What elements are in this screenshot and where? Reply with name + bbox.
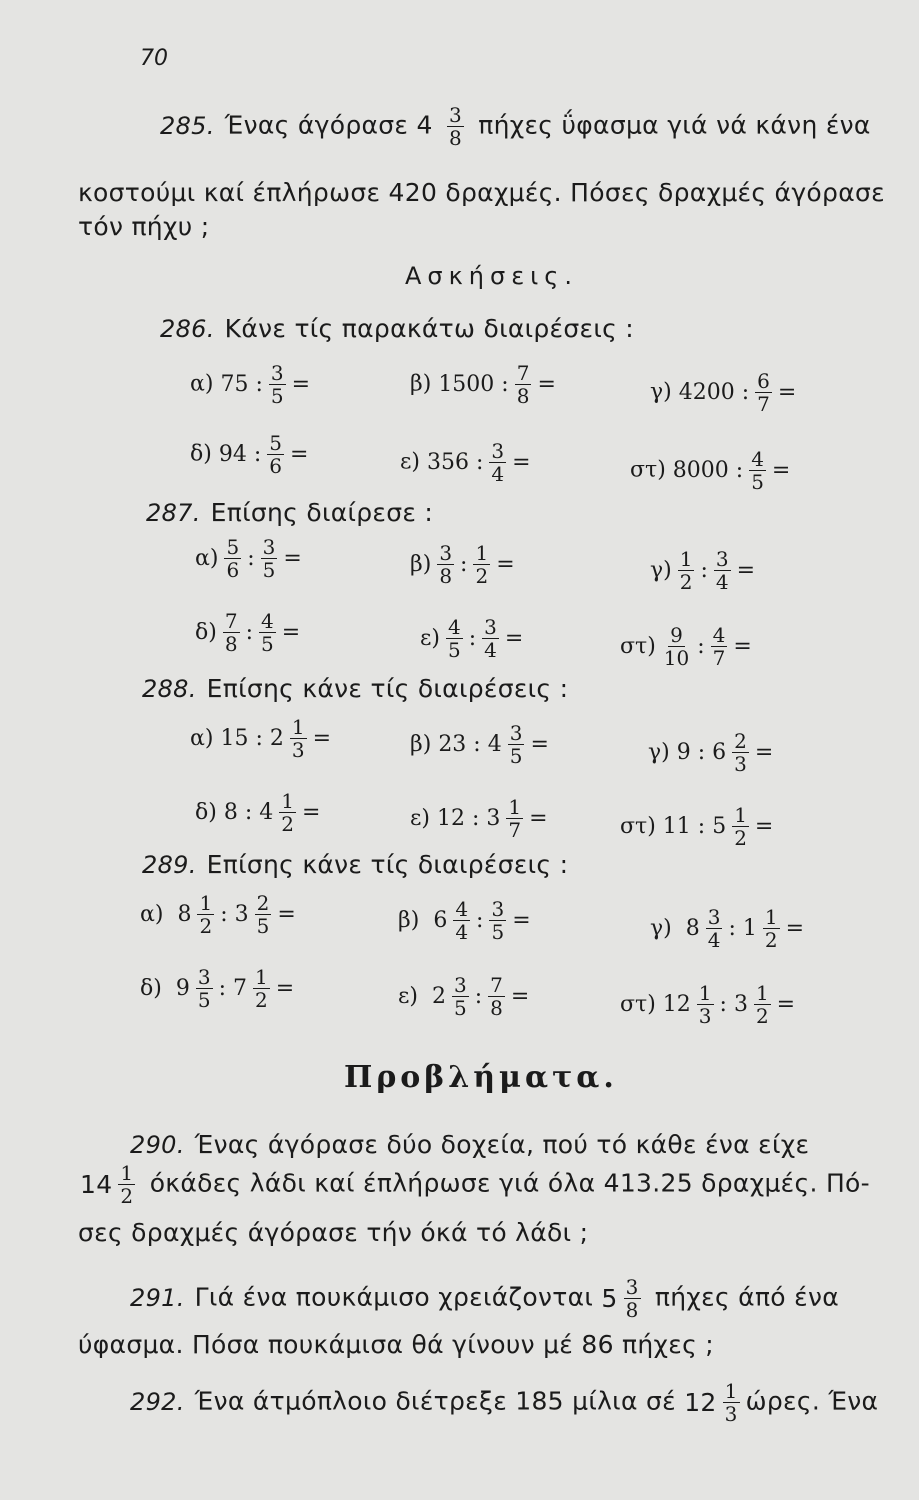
instruction: Επίσης κάνε τίς διαιρέσεις : — [206, 850, 569, 879]
instruction: Επίσης κάνε τίς διαιρέσεις : — [206, 674, 569, 703]
exercise-289-a: α) 8 1 2 : 3 $\frac{2}{5}$ = — [140, 891, 296, 938]
exercise-number: 287. — [146, 499, 201, 527]
problem-290-line-3: σες δραχμές άγόρασε τήν όκά τό λάδι ; — [78, 1218, 589, 1247]
whole-number: 5 — [601, 1284, 618, 1313]
exercise-289-c: γ) 8 3 4 : 1 $\frac{1}{2}$ = — [650, 905, 805, 952]
problem-number: 290. — [130, 1131, 185, 1159]
fraction: $\frac{3}{8}$ — [448, 103, 462, 150]
exercise-288-header — [142, 674, 568, 703]
whole-number: 12 — [684, 1388, 717, 1417]
exercise-286-c: γ) 4200 : $\frac{6}{7}$ = — [650, 369, 797, 416]
fraction: 1 3 — [724, 1379, 738, 1426]
text: Γιά ένα πουκάμισο χρειάζονται — [194, 1282, 594, 1312]
exercise-288-d: δ) 8 : 4 $\frac{1}{2}$ = — [195, 789, 321, 836]
exercise-number: 286. — [160, 315, 215, 343]
exercise-289-d: δ) 9 3 5 : 7 $\frac{1}{2}$ = — [140, 965, 295, 1012]
exercise-287-f: στ) 9 10 : $\frac{4}{7}$ = — [620, 623, 752, 670]
exercise-288-c: γ) 9 : 6 $\frac{2}{3}$ = — [648, 729, 774, 776]
text: ώρες. Ένα — [745, 1386, 879, 1416]
problem-290-line-1 — [130, 1130, 809, 1159]
problem-291-line-1 — [130, 1276, 839, 1321]
page-number: 70 — [140, 46, 168, 71]
problem-number: 291. — [130, 1283, 185, 1312]
fraction: 1 2 — [120, 1161, 134, 1208]
whole-number: 14 — [80, 1170, 113, 1199]
section-heading: Ασκήσεις. — [405, 262, 579, 290]
exercise-287-c: γ) 1 2 : $\frac{3}{4}$ = — [650, 547, 756, 594]
exercise-288-f: στ) 11 : 5 $\frac{1}{2}$ = — [620, 803, 774, 850]
text: πήχες άπό ένα — [654, 1282, 840, 1312]
exercise-288-e: ε) 12 : 3 $\frac{1}{7}$ = — [410, 795, 548, 842]
problem-292-line-1 — [130, 1380, 878, 1425]
problem-number: 285. — [160, 111, 215, 140]
problem-285-line-3: τόν πήχυ ; — [78, 212, 210, 241]
fraction: 3 8 — [625, 1275, 639, 1322]
exercise-289-header — [142, 850, 568, 879]
exercise-286-e: ε) 356 : $\frac{3}{4}$ = — [400, 439, 531, 486]
instruction: Επίσης διαίρεσε : — [210, 498, 434, 527]
problem-number: 292. — [130, 1387, 185, 1416]
text: πήχες ΰφασμα γιά νά κάνη ένα — [478, 110, 871, 140]
problem-291-line-2: ύφασμα. Πόσα πουκάμισα θά γίνουν μέ 86 πήχες ; — [78, 1330, 715, 1359]
text: Ένα άτμόπλοιο διέτρεξε 185 μίλια σέ — [194, 1386, 676, 1416]
exercise-286-a: α) 75 : $\frac{3}{5}$ = — [190, 361, 311, 408]
instruction: Κάνε τίς παρακάτω διαιρέσεις : — [224, 314, 635, 343]
exercise-289-e: ε) 2 3 5 : $\frac{7}{8}$ = — [398, 973, 530, 1020]
problems-title: Προβλήματα. — [344, 1060, 618, 1095]
exercise-289-f: στ) 12 1 3 : 3 $\frac{1}{2}$ = — [620, 981, 796, 1028]
exercise-286-f: στ) 8000 : $\frac{4}{5}$ = — [630, 447, 791, 494]
exercise-286-d: δ) 94 : $\frac{5}{6}$ = — [190, 431, 309, 478]
problem-285-line-2: κοστούμι καί έπλήρωσε 420 δραχμές. Πόσες δραχμές άγόρασε — [78, 178, 885, 207]
exercise-287-d: δ) 7 8 : $\frac{4}{5}$ = — [195, 609, 301, 656]
problem-290-line-2 — [80, 1162, 870, 1207]
exercise-286-header — [160, 314, 634, 343]
exercise-number: 288. — [142, 675, 197, 703]
exercise-287-header — [146, 498, 433, 527]
exercise-288-a: α) 15 : 2 $\frac{1}{3}$ = — [190, 715, 332, 762]
text: όκάδες λάδι καί έπλήρωσε γιά όλα 413.25 δραχμές. Πό- — [149, 1168, 870, 1198]
text: Ένας άγόρασε δύο δοχεία, πού τό κάθε ένα είχε — [194, 1130, 810, 1159]
exercise-286-b: β) 1500 : $\frac{7}{8}$ = — [410, 361, 556, 408]
exercise-287-e: ε) 4 5 : $\frac{3}{4}$ = — [420, 615, 524, 662]
exercise-287-b: β) 3 8 : $\frac{1}{2}$ = — [410, 541, 515, 588]
problem-285-line-1 — [160, 104, 871, 149]
exercise-289-b: β) 6 4 4 : $\frac{3}{5}$ = — [398, 897, 531, 944]
exercise-number: 289. — [142, 851, 197, 879]
exercise-287-a: α) 5 6 : $\frac{3}{5}$ = — [195, 535, 302, 582]
text: Ένας άγόρασε 4 — [224, 110, 433, 140]
exercise-288-b: β) 23 : 4 $\frac{3}{5}$ = — [410, 721, 549, 768]
